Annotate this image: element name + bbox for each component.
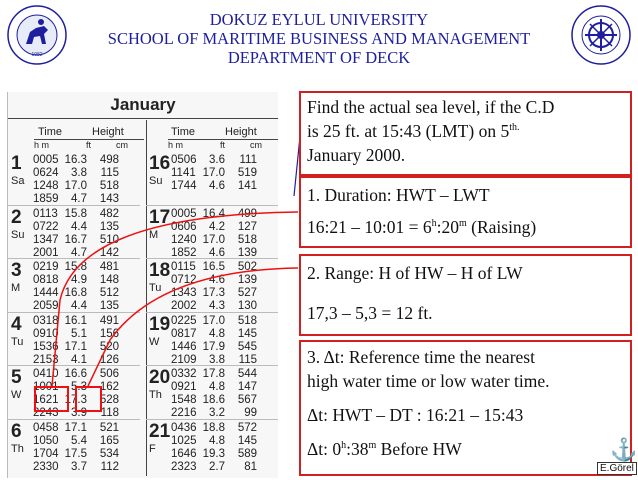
tide-height-cm: 81 xyxy=(244,460,257,473)
tide-height-cm: 481 xyxy=(99,261,119,273)
tide-time: 0225 xyxy=(171,314,197,327)
tide-day-number: 5 xyxy=(11,367,22,388)
tide-height-ft: 4.8 xyxy=(209,381,225,393)
col-height-left: Height xyxy=(92,126,124,138)
tide-height-ft: 16.6 xyxy=(64,368,87,380)
tide-height-cm: 528 xyxy=(99,394,119,406)
tide-height-cm: 521 xyxy=(99,421,119,434)
tide-day-number: 19 xyxy=(149,313,171,335)
tide-height-ft: 4.6 xyxy=(209,246,225,259)
tide-day-number: 3 xyxy=(11,260,22,281)
tide-day-number: 4 xyxy=(11,313,22,335)
tide-day-number: 18 xyxy=(149,260,171,281)
tide-height-ft: 3.2 xyxy=(209,407,225,419)
tide-height-cm: 130 xyxy=(237,300,257,312)
tide-height-ft: 4.4 xyxy=(71,220,87,233)
step1-title: 1. Duration: HWT – LWT xyxy=(307,185,490,205)
tide-height-cm: 534 xyxy=(99,447,119,460)
tide-height-ft: 18.6 xyxy=(202,394,225,406)
tide-day-name: Su xyxy=(11,228,25,241)
col-time-right: Time xyxy=(171,126,196,138)
tide-day-name: Sa xyxy=(11,175,25,187)
tide-height-cm: 142 xyxy=(99,246,119,259)
unit-ft-left: ft xyxy=(86,140,92,150)
tide-height-ft: 17.3 xyxy=(64,394,87,406)
tide-day-number: 6 xyxy=(11,420,22,442)
tide-time: 2059 xyxy=(33,300,59,312)
step2-calc: 17,3 – 5,3 = 12 ft. xyxy=(307,303,433,323)
tide-time: 1852 xyxy=(171,246,197,259)
tide-height-ft: 15.8 xyxy=(64,261,87,273)
tide-height-cm: 141 xyxy=(237,180,257,192)
tide-day-number: 20 xyxy=(149,367,171,388)
tide-height-ft: 16.5 xyxy=(202,261,225,273)
tide-height-cm: 589 xyxy=(237,447,257,460)
tide-height-cm: 139 xyxy=(237,246,257,259)
tide-height-cm: 147 xyxy=(237,381,257,393)
tide-height-ft: 4.7 xyxy=(71,193,87,205)
tide-time: 0712 xyxy=(171,274,197,286)
tide-height-ft: 16.3 xyxy=(64,154,87,166)
header-university: DOKUZ EYLUL UNIVERSITY xyxy=(209,10,429,29)
tide-day-name: Th xyxy=(149,389,162,401)
tide-height-ft: 4.8 xyxy=(209,327,225,340)
tide-time: 0606 xyxy=(171,220,197,233)
tide-height-ft: 15.8 xyxy=(64,207,87,220)
step2-title: 2. Range: H of HW – H of LW xyxy=(307,263,523,283)
tide-height-ft: 16.1 xyxy=(64,314,87,327)
tide-height-cm: 135 xyxy=(99,300,119,312)
tide-height-cm: 127 xyxy=(237,220,257,233)
tide-height-cm: 510 xyxy=(99,233,119,246)
tide-height-ft: 17.1 xyxy=(64,340,87,353)
tide-height-cm: 126 xyxy=(99,353,119,366)
tide-day-name: Tu xyxy=(149,282,162,294)
tide-height-cm: 518 xyxy=(237,233,257,246)
tide-height-ft: 4.6 xyxy=(209,180,225,192)
svg-text:1982: 1982 xyxy=(31,52,43,58)
tide-time: 1744 xyxy=(171,180,197,192)
tide-height-cm: 145 xyxy=(237,434,257,447)
tide-height-cm: 499 xyxy=(237,207,257,220)
tide-height-cm: 512 xyxy=(99,287,119,299)
tide-height-ft: 17.5 xyxy=(64,447,87,460)
tide-height-cm: 498 xyxy=(99,154,119,166)
tide-height-cm: 111 xyxy=(239,154,257,166)
tide-time: 2153 xyxy=(33,353,59,366)
unit-hm-left: h m xyxy=(34,140,50,150)
tide-time: 0436 xyxy=(171,421,197,434)
problem-line1: Find the actual sea level, if the C.D xyxy=(307,97,555,117)
tide-time: 0818 xyxy=(33,274,59,286)
tide-time: 2323 xyxy=(171,460,197,473)
tide-time: 2330 xyxy=(33,460,59,473)
tide-time: 1050 xyxy=(33,434,59,447)
tide-height-ft: 5.1 xyxy=(71,327,87,340)
tide-height-cm: 165 xyxy=(99,434,119,447)
tide-time: 1859 xyxy=(33,193,59,205)
unit-cm-right: cm xyxy=(250,140,262,150)
tide-height-cm: 502 xyxy=(237,261,257,273)
tide-height-ft: 16.8 xyxy=(64,287,87,299)
tide-height-ft: 19.3 xyxy=(202,447,225,460)
step3-title-line1: 3. Δt: Reference time the nearest xyxy=(307,347,535,367)
anchor-icon: ⚓ xyxy=(610,437,638,462)
tide-height-ft: 2.7 xyxy=(209,460,225,473)
tide-height-ft: 17.9 xyxy=(202,340,225,353)
unit-ft-right: ft xyxy=(220,140,226,150)
connector-range xyxy=(88,268,298,386)
tide-time: 1548 xyxy=(171,394,197,406)
tide-height-ft: 3.9 xyxy=(71,407,87,419)
tide-height-ft: 4.4 xyxy=(71,300,87,312)
tide-time: 1621 xyxy=(33,394,59,406)
tide-time: 0458 xyxy=(33,421,59,434)
tide-height-ft: 16.7 xyxy=(64,233,87,246)
tide-day-number: 16 xyxy=(149,153,171,174)
tide-height-ft: 5.3 xyxy=(71,381,87,393)
tide-height-ft: 17.0 xyxy=(202,233,225,246)
tide-height-cm: 115 xyxy=(238,353,257,366)
tide-height-ft: 4.7 xyxy=(71,246,87,259)
tide-height-cm: 491 xyxy=(99,314,119,327)
tide-height-cm: 139 xyxy=(237,274,257,286)
tide-time: 0115 xyxy=(171,261,196,273)
tide-day-name: W xyxy=(149,335,160,348)
tide-height-ft: 5.4 xyxy=(71,434,87,447)
tide-time: 1001 xyxy=(33,381,59,393)
step2-box xyxy=(299,254,632,336)
tide-height-ft: 18.8 xyxy=(202,421,225,434)
tide-height-cm: 99 xyxy=(244,407,257,419)
tide-time: 1646 xyxy=(171,447,197,460)
tide-height-cm: 544 xyxy=(237,368,257,380)
tide-height-cm: 115 xyxy=(100,167,119,179)
tide-time: 1025 xyxy=(171,434,197,447)
tide-time: 0318 xyxy=(33,314,59,327)
tide-height-cm: 518 xyxy=(237,314,257,327)
tide-time: 0113 xyxy=(33,207,58,220)
tide-height-cm: 520 xyxy=(99,340,119,353)
tide-height-cm: 156 xyxy=(99,327,119,340)
tide-time: 0817 xyxy=(171,327,197,340)
tide-time: 0219 xyxy=(33,261,59,273)
tide-time: 2109 xyxy=(171,353,197,366)
step3-calc1: Δt: HWT – DT : 16:21 – 15:43 xyxy=(307,405,524,425)
step1-box xyxy=(299,176,632,248)
tide-height-ft: 17.0 xyxy=(202,167,225,179)
tide-height-ft: 4.6 xyxy=(209,274,225,286)
tide-height-ft: 4.9 xyxy=(71,274,87,286)
col-height-right: Height xyxy=(225,126,257,138)
tide-height-ft: 4.3 xyxy=(209,300,225,312)
tide-height-cm: 519 xyxy=(237,167,257,179)
tide-height-cm: 545 xyxy=(237,340,257,353)
tide-time: 0506 xyxy=(171,154,197,166)
header-department: DEPARTMENT OF DECK xyxy=(227,48,411,67)
tide-height-ft: 17.0 xyxy=(64,180,87,192)
tide-height-ft: 3.8 xyxy=(71,167,87,179)
tide-time: 0005 xyxy=(33,154,59,166)
tide-height-cm: 148 xyxy=(99,274,119,286)
problem-line3: January 2000. xyxy=(307,145,406,165)
tide-day-name: W xyxy=(11,389,22,401)
tide-height-cm: 112 xyxy=(100,460,119,473)
tide-day-name: Tu xyxy=(11,335,24,348)
tide-day-number: 1 xyxy=(11,153,22,174)
tide-height-cm: 482 xyxy=(99,207,119,220)
tide-height-cm: 506 xyxy=(99,368,119,380)
tide-height-cm: 143 xyxy=(99,193,119,205)
tide-time: 0921 xyxy=(171,381,197,393)
tide-height-cm: 145 xyxy=(237,327,257,340)
step3-calc2: Δt: 0$^h$:38$^m$ Before HW xyxy=(307,439,462,459)
tide-height-ft: 17.1 xyxy=(64,421,87,434)
tide-day-name: Th xyxy=(11,442,24,455)
tide-time: 1446 xyxy=(171,340,197,353)
tide-time: 0910 xyxy=(33,327,59,340)
tide-day-name: F xyxy=(149,442,156,455)
tide-time: 2243 xyxy=(33,407,59,419)
tide-time: 2216 xyxy=(171,407,197,419)
unit-cm-left: cm xyxy=(116,140,128,150)
tide-height-cm: 135 xyxy=(99,220,119,233)
tide-day-number: 21 xyxy=(149,420,171,442)
tide-time: 0332 xyxy=(171,368,197,380)
tide-height-cm: 518 xyxy=(99,180,119,192)
tide-time: 1704 xyxy=(33,447,59,460)
tide-time: 1444 xyxy=(33,287,59,299)
col-time-left: Time xyxy=(38,126,63,138)
tide-table-month: January xyxy=(110,95,176,114)
tide-height-ft: 16.4 xyxy=(202,207,225,220)
tide-height-cm: 162 xyxy=(99,381,119,393)
tide-day-number: 17 xyxy=(149,206,171,228)
tide-height-ft: 17.0 xyxy=(202,314,225,327)
step1-calc: 16:21 – 10:01 = $6^h:20^m$ (Raising) xyxy=(307,217,537,237)
tide-time: 0722 xyxy=(33,220,59,233)
tide-time: 2001 xyxy=(33,246,59,259)
unit-hm-right: h m xyxy=(168,140,184,150)
tide-time: 1347 xyxy=(33,233,59,246)
problem-line2: is 25 ft. at 15:43 (LMT) on $5^{th.}$ xyxy=(307,121,520,141)
tide-time: 0410 xyxy=(33,368,59,380)
tide-height-ft: 3.6 xyxy=(209,154,225,166)
tide-time: 1240 xyxy=(171,233,197,246)
tide-height-ft: 17.3 xyxy=(202,287,225,299)
tide-time: 1536 xyxy=(33,340,59,353)
step3-box xyxy=(299,340,632,476)
header-school: SCHOOL OF MARITIME BUSINESS AND MANAGEMENT xyxy=(107,29,531,48)
tide-day-name: M xyxy=(11,282,21,294)
tide-height-ft: 3.8 xyxy=(209,353,225,366)
author-tag: E.Görel xyxy=(597,462,637,475)
tide-time: 0624 xyxy=(33,167,59,179)
tide-day-name: M xyxy=(149,228,159,241)
tide-time: 2002 xyxy=(171,300,197,312)
tide-day-name: Su xyxy=(149,175,163,187)
connector-duration xyxy=(52,212,298,386)
tide-time: 1141 xyxy=(171,167,196,179)
tide-height-cm: 567 xyxy=(237,394,257,406)
tide-height-ft: 4.1 xyxy=(71,353,87,366)
tide-height-ft: 4.2 xyxy=(209,220,225,233)
problem-box xyxy=(299,91,632,176)
tide-height-ft: 17.8 xyxy=(202,368,225,380)
tide-time: 1248 xyxy=(33,180,59,192)
tide-time: 1343 xyxy=(171,287,197,299)
tide-day-number: 2 xyxy=(11,206,22,228)
step3-title-line2: high water time or low water time. xyxy=(307,371,550,391)
tide-height-cm: 118 xyxy=(100,407,119,419)
tide-height-cm: 572 xyxy=(237,421,257,434)
tide-height-ft: 3.7 xyxy=(71,460,87,473)
tide-time: 0005 xyxy=(171,207,197,220)
tide-height-cm: 527 xyxy=(237,287,257,299)
tide-height-ft: 4.8 xyxy=(209,434,225,447)
